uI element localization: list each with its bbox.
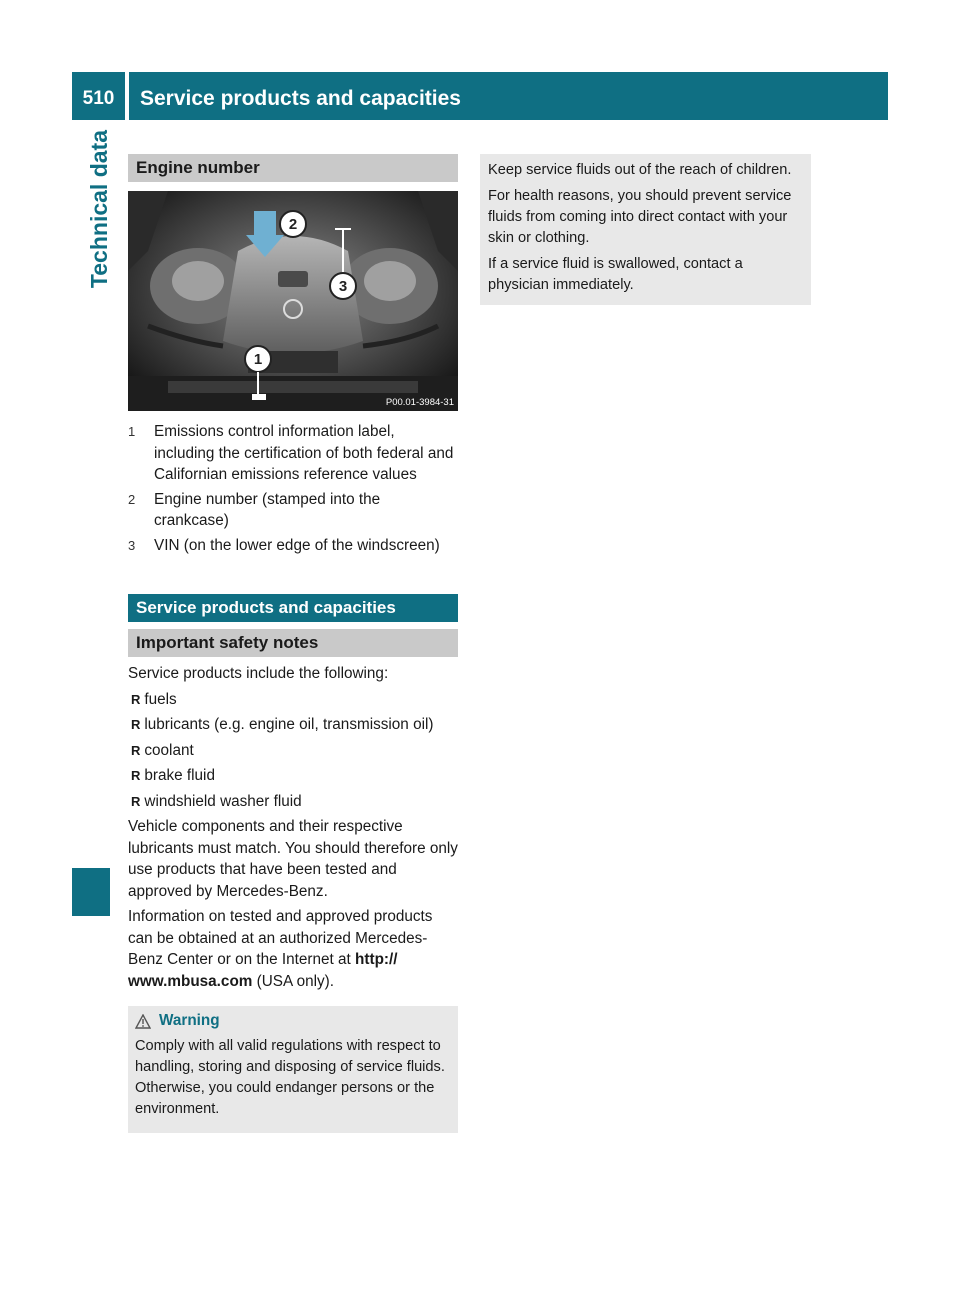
- svg-text:2: 2: [288, 216, 298, 233]
- bullet-glyph: R: [131, 742, 141, 758]
- right-column: [480, 154, 811, 305]
- callout-marker-3: [330, 273, 356, 299]
- note-text: If a service fluid is swallowed, contact a physician immediately.: [488, 256, 743, 293]
- engine-bay-photo: [128, 191, 458, 411]
- bullet-glyph: R: [131, 717, 141, 732]
- figure-code: P00.01-3984-31: [385, 397, 454, 408]
- intro-text: Service products include the following:: [128, 665, 389, 682]
- list-item: [128, 791, 458, 813]
- list-item: [128, 689, 458, 711]
- list-item-text: coolant: [144, 741, 194, 759]
- bullet-glyph: R: [131, 768, 141, 783]
- service-products-list: [128, 689, 458, 813]
- bullet-glyph: R: [131, 793, 141, 809]
- legend-text: Engine number (stamped into the crankcase): [154, 490, 381, 529]
- legend: [128, 421, 458, 556]
- callout-marker-1: [245, 346, 271, 372]
- service-fluids-note: [480, 154, 811, 305]
- legend-item: [128, 535, 458, 557]
- legend-text: VIN (on the lower edge of the windscreen): [154, 536, 440, 554]
- list-item-text: brake fluid: [144, 767, 215, 784]
- components-paragraph: Vehicle components and their respective lubricants must match. You should therefore only use products that have been tested and approved by Mercedes-Benz.: [128, 818, 458, 900]
- list-item-text: windshield washer fluid: [144, 792, 302, 810]
- legend-text: Emissions control information label, including the certification of both federal and Californian emissions reference values: [154, 423, 454, 483]
- service-products-heading: Service products and capacities: [128, 594, 458, 622]
- legend-item: [128, 489, 458, 532]
- approved-products-paragraph: [128, 906, 458, 992]
- approved-products-suffix: (USA only).: [252, 972, 334, 990]
- legend-number: 1: [128, 424, 136, 439]
- page-header-title: Service products and capacities: [129, 72, 888, 120]
- list-item: [128, 740, 458, 762]
- approved-products-text: Information on tested and approved products can be obtained at an authorized Mercedes-Benz Center or on the Internet at: [128, 908, 433, 968]
- side-tab-label: Technical data: [85, 130, 112, 289]
- warning-header: [135, 1012, 450, 1030]
- list-item: [128, 714, 458, 736]
- safety-notes-heading: Important safety notes: [128, 629, 458, 657]
- callout-marker-2: [280, 211, 306, 237]
- legend-number: 3: [128, 537, 136, 553]
- list-item: [128, 765, 458, 787]
- note-text: For health reasons, you should prevent service fluids from coming into direct contact with your skin or clothing.: [488, 188, 792, 246]
- side-tab: [75, 130, 123, 868]
- svg-text:1: 1: [253, 351, 263, 368]
- left-column: [128, 154, 458, 1133]
- arrow-icon: [254, 211, 276, 235]
- list-item-text: lubricants (e.g. engine oil, transmission oil): [144, 716, 434, 733]
- warning-text: Comply with all valid regulations with respect to handling, storing and disposing of service fluids. Otherwise, you could endanger persons or the environment.: [135, 1038, 445, 1117]
- legend-number: 2: [128, 491, 136, 507]
- warning-title: Warning: [159, 1012, 220, 1029]
- bullet-glyph: R: [131, 691, 141, 707]
- side-tab-marker: [72, 868, 110, 916]
- warning-box: [128, 1006, 458, 1133]
- mbusa-link[interactable]: http:// www.mbusa.com: [128, 951, 398, 990]
- svg-text:3: 3: [338, 278, 348, 295]
- engine-number-heading: Engine number: [128, 154, 458, 182]
- list-item-text: fuels: [144, 690, 177, 708]
- legend-item: [128, 421, 458, 486]
- warning-triangle-icon: [135, 1014, 151, 1029]
- note-text: Keep service fluids out of the reach of children.: [488, 162, 792, 178]
- page-number: 510: [72, 72, 125, 120]
